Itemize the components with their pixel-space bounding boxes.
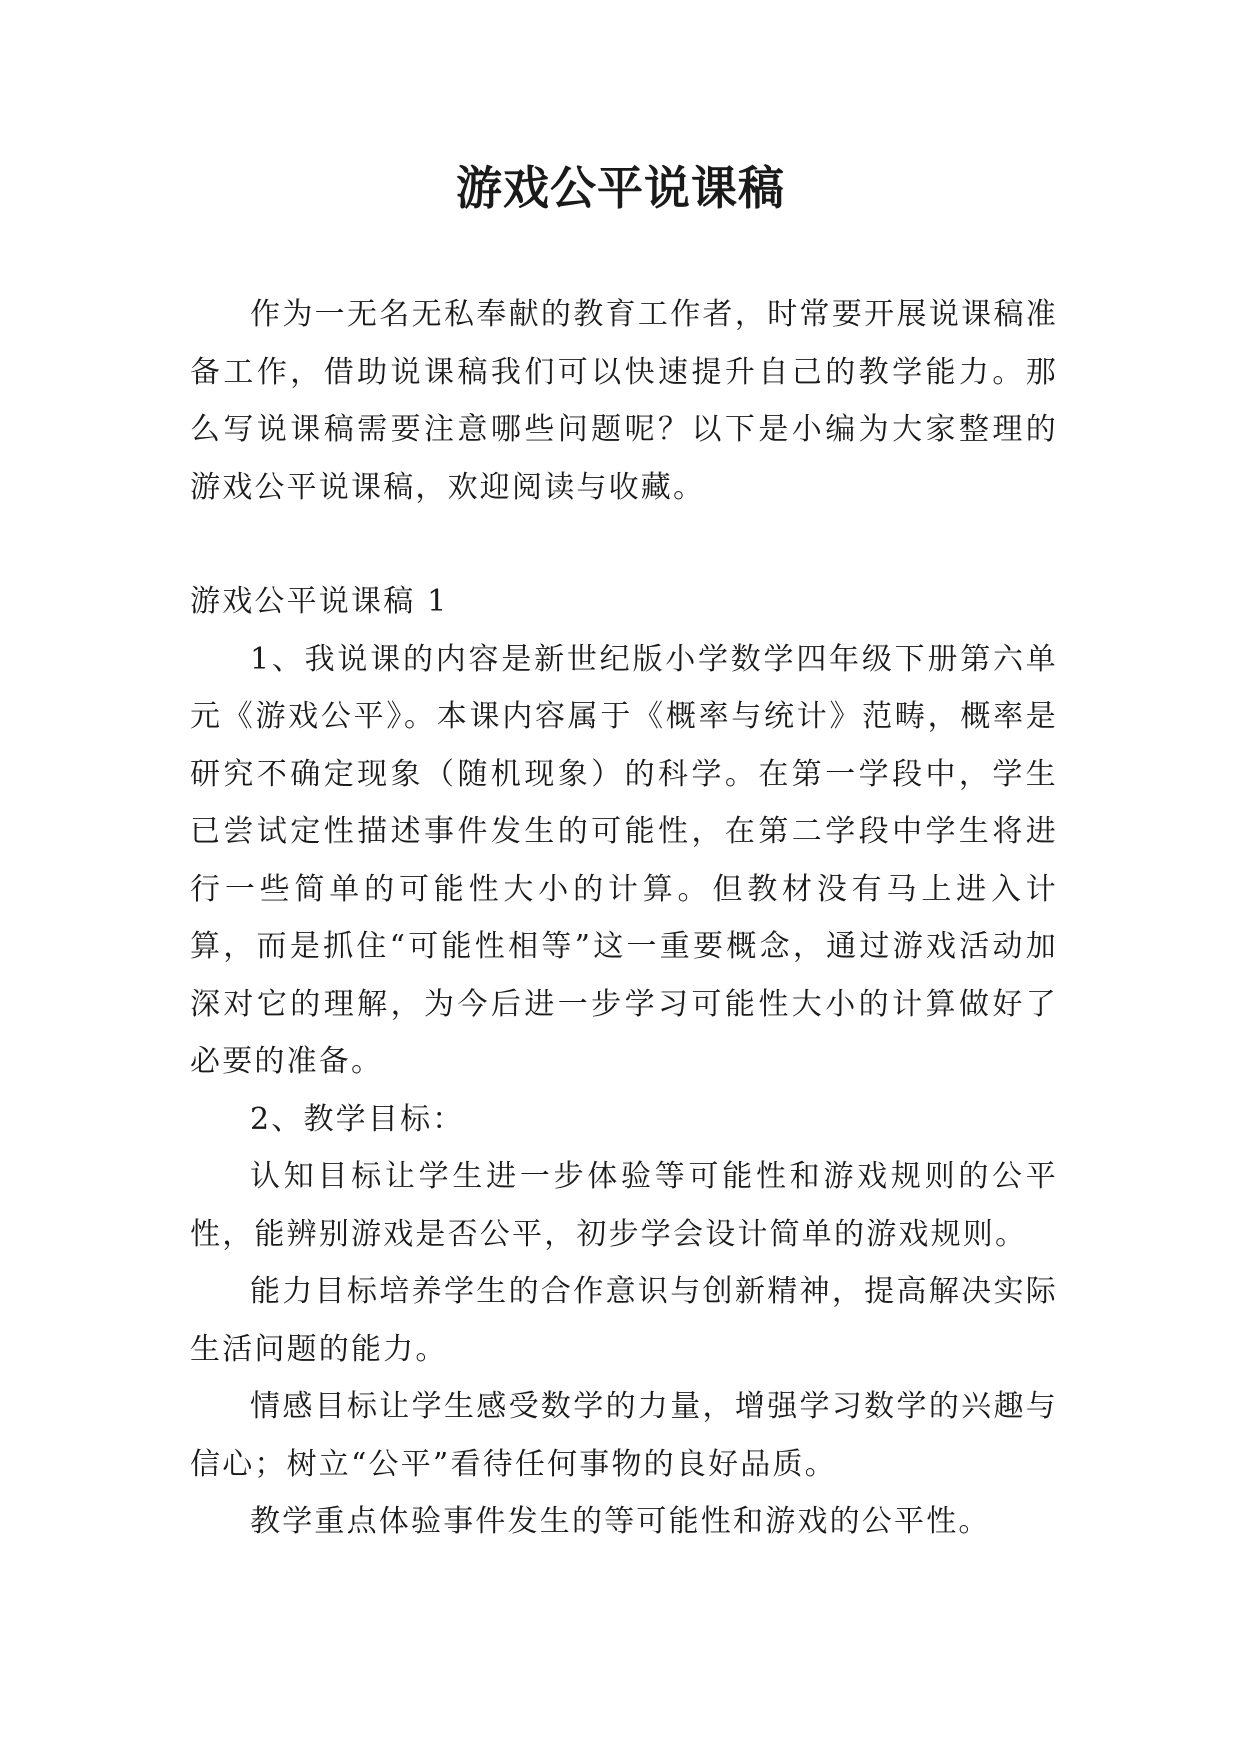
document-title: 游戏公平说课稿 xyxy=(456,161,785,215)
intro-paragraph: 作为一无名无私奉献的教育工作者，时常要开展说课稿准备工作，借助说课稿我们可以快速提升自己的教学能力。那么写说课稿需要注意哪些问题呢？以下是小编为大家整理的游戏公平说课稿，欢迎阅读与收藏。 xyxy=(190,297,1058,505)
paragraph-teaching-goals: 2、教学目标： xyxy=(250,1101,465,1137)
paragraph-teaching-focus: 教学重点体验事件发生的等可能性和游戏的公平性。 xyxy=(250,1504,991,1539)
paragraph-gap xyxy=(190,516,1058,573)
paragraph-cognitive-goal: 认知目标让学生进一步体验等可能性和游戏规则的公平性，能辨别游戏是否公平，初步学会设计简单的游戏规则。 xyxy=(190,1159,1058,1252)
paragraph-emotional-goal: 情感目标让学生感受数学的力量，增强学习数学的兴趣与信心；树立“公平”看待任何事物的良好品质。 xyxy=(190,1389,1058,1482)
section-heading: 游戏公平说课稿 1 xyxy=(190,584,449,619)
paragraph-content-description: 1、我说课的内容是新世纪版小学数学四年级下册第六单元《游戏公平》。本课内容属于《概率与统计》范畴，概率是研究不确定现象（随机现象）的科学。在第一学段中，学生已尝试定性描述事件发生的可能性，在第二学段中学生将进行一些简单的可能性大小的计算。但教材没有马上进入计算，而是抓住“可能性相等”这一重要概念，通过游戏活动加深对它的理解，为今后进一步学习可能性大小的计算做好了必要的准备。 xyxy=(190,641,1058,1079)
paragraph-ability-goal: 能力目标培养学生的合作意识与创新精神，提高解决实际生活问题的能力。 xyxy=(190,1274,1058,1367)
document-body xyxy=(190,286,1058,1551)
